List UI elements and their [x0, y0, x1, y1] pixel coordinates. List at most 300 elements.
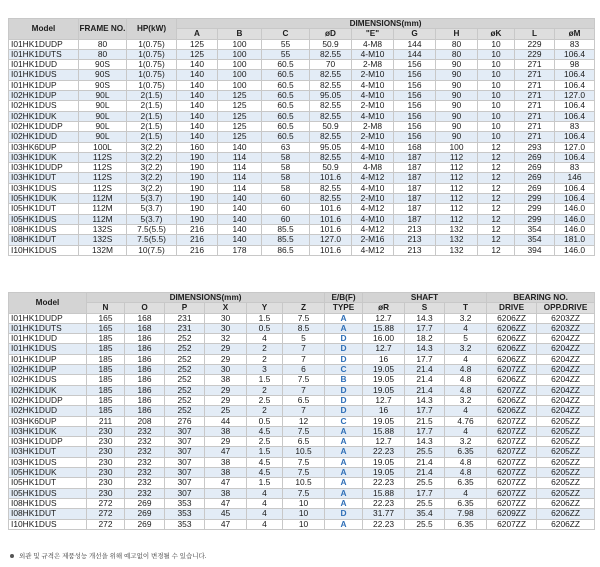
- table-cell: 90: [436, 91, 478, 101]
- table-cell: 252: [165, 354, 205, 364]
- table-cell: 232: [125, 457, 165, 467]
- table-cell: 307: [165, 447, 205, 457]
- table-cell: 95.05: [310, 142, 352, 152]
- table-cell: 4: [445, 323, 487, 333]
- table-cell: 12.7: [363, 313, 405, 323]
- table-cell: 12: [478, 163, 515, 173]
- table-cell: 101.6: [310, 214, 352, 224]
- table-cell: 125: [177, 39, 218, 49]
- table-cell: 6205ZZ: [537, 478, 595, 488]
- table-cell: 6204ZZ: [537, 344, 595, 354]
- table-cell: 19.05: [363, 385, 405, 395]
- header-shaft: SHAFT: [363, 293, 487, 303]
- table-cell: 29: [205, 437, 247, 447]
- table-cell: 252: [165, 375, 205, 385]
- table-cell: A: [325, 323, 363, 333]
- column-header: P: [165, 303, 205, 313]
- table-cell: 6205ZZ: [537, 488, 595, 498]
- table-cell: 10.5: [283, 447, 325, 457]
- table-cell: 2: [247, 344, 283, 354]
- table-row: [9, 173, 595, 183]
- table-cell: 230: [87, 437, 125, 447]
- table-cell: D: [325, 354, 363, 364]
- table-cell: 58: [262, 163, 310, 173]
- column-header: B: [218, 29, 262, 39]
- table-row: [9, 447, 595, 457]
- table-cell: 12: [283, 416, 325, 426]
- table-cell: 186: [125, 334, 165, 344]
- table-cell: 2.5: [247, 437, 283, 447]
- table-cell: 12.7: [363, 344, 405, 354]
- table-cell: 19.05: [363, 457, 405, 467]
- model-cell: I01HK1DUP: [9, 80, 79, 90]
- table-cell: 6.35: [445, 498, 487, 508]
- model-cell: I05HK1DUS: [9, 488, 87, 498]
- table-cell: 4: [445, 488, 487, 498]
- table-cell: 82.55: [310, 132, 352, 142]
- table-cell: 17.7: [405, 354, 445, 364]
- table-cell: 6207ZZ: [487, 498, 537, 508]
- column-header: N: [87, 303, 125, 313]
- table-cell: 5(3.7): [127, 214, 177, 224]
- table-row: [9, 163, 595, 173]
- table-row: [9, 519, 595, 529]
- column-header: T: [445, 303, 487, 313]
- column-header: H: [436, 29, 478, 39]
- table-cell: 100: [218, 39, 262, 49]
- table-cell: 14.3: [405, 344, 445, 354]
- table-cell: 80: [436, 39, 478, 49]
- table-cell: 98: [555, 60, 595, 70]
- table-cell: 307: [165, 468, 205, 478]
- model-cell: I02HK1DUP: [9, 365, 87, 375]
- table-cell: 38: [205, 488, 247, 498]
- table-row: [9, 416, 595, 426]
- table-cell: 112: [436, 214, 478, 224]
- table-cell: 22.23: [363, 478, 405, 488]
- model-cell: I10HK1DUS: [9, 245, 79, 255]
- table-row: [9, 152, 595, 162]
- table-cell: 4.5: [247, 426, 283, 436]
- table-cell: 12: [478, 204, 515, 214]
- table-cell: 144: [394, 49, 436, 59]
- table-cell: 35.4: [405, 509, 445, 519]
- table-cell: 168: [125, 323, 165, 333]
- table-cell: 271: [515, 121, 555, 131]
- table-cell: 1.5: [247, 313, 283, 323]
- table-cell: 252: [165, 385, 205, 395]
- table-cell: 6206ZZ: [487, 395, 537, 405]
- table-cell: 82.55: [310, 70, 352, 80]
- table-cell: 58: [262, 173, 310, 183]
- table-row: [9, 132, 595, 142]
- table-cell: 4: [445, 426, 487, 436]
- model-cell: I03HK6DUP: [9, 416, 87, 426]
- table-cell: 25.5: [405, 519, 445, 529]
- table-cell: 4-M12: [352, 204, 394, 214]
- table-cell: 4-M10: [352, 91, 394, 101]
- table-cell: 106.4: [555, 194, 595, 204]
- model-cell: I03HK1DUDP: [9, 163, 79, 173]
- table-cell: 6: [283, 365, 325, 375]
- model-cell: I03HK1DUDP: [9, 437, 87, 447]
- table-cell: 213: [394, 245, 436, 255]
- table-cell: 2-M10: [352, 132, 394, 142]
- table-cell: 7.5: [283, 426, 325, 436]
- table-cell: 156: [394, 132, 436, 142]
- table-cell: 19.05: [363, 365, 405, 375]
- table-cell: 4-M10: [352, 183, 394, 193]
- table-row: [9, 101, 595, 111]
- table-cell: 132: [436, 235, 478, 245]
- table-cell: 6206ZZ: [487, 323, 537, 333]
- table-cell: 216: [177, 235, 218, 245]
- table-cell: 6206ZZ: [537, 498, 595, 508]
- column-header: øK: [478, 29, 515, 39]
- table-cell: 269: [515, 173, 555, 183]
- table-cell: 16: [363, 406, 405, 416]
- table-cell: 272: [87, 498, 125, 508]
- table-cell: 186: [125, 385, 165, 395]
- table-cell: 185: [87, 344, 125, 354]
- table-cell: D: [325, 509, 363, 519]
- table-cell: 82.55: [310, 49, 352, 59]
- table-cell: 6204ZZ: [537, 385, 595, 395]
- table-cell: 10(7.5): [127, 245, 177, 255]
- table-row: [9, 334, 595, 344]
- table-cell: 17.7: [405, 488, 445, 498]
- table-cell: 22.23: [363, 498, 405, 508]
- table-row: [9, 406, 595, 416]
- column-header: O: [125, 303, 165, 313]
- table-cell: 112S: [79, 173, 127, 183]
- table-cell: 208: [125, 416, 165, 426]
- table-cell: 2(1.5): [127, 101, 177, 111]
- table-cell: 60.5: [262, 121, 310, 131]
- table-cell: 106.4: [555, 152, 595, 162]
- table-cell: 10: [478, 91, 515, 101]
- table-cell: 125: [218, 121, 262, 131]
- table-cell: 6204ZZ: [537, 406, 595, 416]
- table-cell: 16: [363, 354, 405, 364]
- table-cell: 100L: [79, 142, 127, 152]
- table-cell: 6204ZZ: [537, 365, 595, 375]
- table-cell: 19.05: [363, 468, 405, 478]
- table-cell: 6.35: [445, 519, 487, 529]
- table-cell: 4: [445, 354, 487, 364]
- table-row: [9, 80, 595, 90]
- table-cell: 29: [205, 395, 247, 405]
- table-row: [9, 365, 595, 375]
- table-cell: 132: [436, 245, 478, 255]
- table-cell: 4: [247, 334, 283, 344]
- table-cell: 3.2: [445, 395, 487, 405]
- table-cell: 10: [478, 132, 515, 142]
- table-cell: 60: [262, 214, 310, 224]
- table-cell: 307: [165, 488, 205, 498]
- table-cell: 146.0: [555, 245, 595, 255]
- table-cell: 14.3: [405, 437, 445, 447]
- table-cell: A: [325, 457, 363, 467]
- table-cell: 3.2: [445, 437, 487, 447]
- table-row: [9, 224, 595, 234]
- table-cell: 4.76: [445, 416, 487, 426]
- table-cell: 112: [436, 194, 478, 204]
- table-cell: 80: [79, 39, 127, 49]
- table-cell: 231: [165, 323, 205, 333]
- table-cell: 14.3: [405, 313, 445, 323]
- table-cell: 4-M12: [352, 224, 394, 234]
- table-cell: 30: [205, 365, 247, 375]
- table-cell: 90: [436, 70, 478, 80]
- model-cell: I02HK1DUDP: [9, 121, 79, 131]
- table-cell: 6206ZZ: [487, 334, 537, 344]
- table-cell: 86.5: [262, 245, 310, 255]
- table-cell: 190: [177, 194, 218, 204]
- table-cell: 112: [436, 173, 478, 183]
- table-cell: 100: [218, 60, 262, 70]
- table-cell: 1(0.75): [127, 60, 177, 70]
- table-cell: 127.0: [555, 142, 595, 152]
- table-cell: 7.5: [283, 468, 325, 478]
- table-cell: 140: [218, 235, 262, 245]
- table-cell: 271: [515, 70, 555, 80]
- table-cell: 6204ZZ: [537, 354, 595, 364]
- table-cell: 100: [218, 49, 262, 59]
- footnote: [10, 553, 207, 561]
- table-cell: 2(1.5): [127, 132, 177, 142]
- table-cell: 106.4: [555, 101, 595, 111]
- model-cell: I01HK1DUTS: [9, 323, 87, 333]
- table-cell: 140: [218, 142, 262, 152]
- table-cell: 1(0.75): [127, 70, 177, 80]
- table-cell: 83: [555, 39, 595, 49]
- table-cell: 140: [177, 60, 218, 70]
- header-model: Model: [9, 19, 79, 40]
- table-row: [9, 235, 595, 245]
- table-cell: 6205ZZ: [537, 447, 595, 457]
- table-cell: 7.5: [283, 375, 325, 385]
- table-cell: 7.98: [445, 509, 487, 519]
- table-row: [9, 121, 595, 131]
- table-cell: 112M: [79, 194, 127, 204]
- bullet-icon: [10, 554, 14, 558]
- table-row: [9, 478, 595, 488]
- table-row: [9, 385, 595, 395]
- table-cell: 1(0.75): [127, 49, 177, 59]
- table-cell: 185: [87, 334, 125, 344]
- table-cell: 229: [515, 49, 555, 59]
- table-row: [9, 245, 595, 255]
- table-cell: 187: [394, 204, 436, 214]
- table-cell: 307: [165, 457, 205, 467]
- table-cell: 25.5: [405, 478, 445, 488]
- table-cell: 4-M10: [352, 142, 394, 152]
- table-cell: 140: [177, 132, 218, 142]
- table-cell: 232: [125, 437, 165, 447]
- table-cell: 112M: [79, 204, 127, 214]
- table-cell: A: [325, 478, 363, 488]
- table-cell: 271: [515, 132, 555, 142]
- table-cell: 6207ZZ: [487, 519, 537, 529]
- table-cell: 187: [394, 194, 436, 204]
- table-cell: 90: [436, 101, 478, 111]
- table-cell: 271: [515, 101, 555, 111]
- table-cell: 45: [205, 509, 247, 519]
- table-cell: 232: [125, 488, 165, 498]
- table-cell: 85.5: [262, 224, 310, 234]
- table-cell: 140: [177, 80, 218, 90]
- table-cell: 60.5: [262, 91, 310, 101]
- table-cell: 269: [125, 509, 165, 519]
- table-cell: 5: [445, 334, 487, 344]
- table-cell: 269: [125, 519, 165, 529]
- model-cell: I08HK1DUS: [9, 224, 79, 234]
- table-cell: A: [325, 498, 363, 508]
- table-cell: 231: [165, 313, 205, 323]
- model-cell: I03HK1DUS: [9, 457, 87, 467]
- table-row: [9, 395, 595, 405]
- table-cell: 101.6: [310, 224, 352, 234]
- table-cell: 30: [205, 313, 247, 323]
- table-cell: 100: [218, 70, 262, 80]
- table-cell: 3(2.2): [127, 163, 177, 173]
- table-cell: A: [325, 468, 363, 478]
- table-cell: 7.5: [283, 457, 325, 467]
- table-cell: 216: [177, 245, 218, 255]
- model-cell: I03HK1DUK: [9, 426, 87, 436]
- table-cell: 6205ZZ: [537, 426, 595, 436]
- table-row: [9, 49, 595, 59]
- table-cell: 299: [515, 194, 555, 204]
- table-cell: 156: [394, 70, 436, 80]
- table-cell: 15.88: [363, 426, 405, 436]
- table-cell: 190: [177, 204, 218, 214]
- model-cell: I05HK1DUS: [9, 214, 79, 224]
- table-cell: A: [325, 426, 363, 436]
- table-cell: 10: [478, 70, 515, 80]
- table-cell: 2-M8: [352, 121, 394, 131]
- table-cell: 21.4: [405, 385, 445, 395]
- table-cell: 106.4: [555, 132, 595, 142]
- table-cell: 216: [177, 224, 218, 234]
- table-cell: 55: [262, 39, 310, 49]
- table-cell: 17.7: [405, 323, 445, 333]
- header-dimensions-2: DIMENSIONS(mm): [87, 293, 325, 303]
- table-cell: 16.00: [363, 334, 405, 344]
- table-cell: 4-M8: [352, 163, 394, 173]
- table-cell: 6206ZZ: [487, 344, 537, 354]
- table-cell: 1.5: [247, 375, 283, 385]
- table-cell: A: [325, 437, 363, 447]
- table-cell: 95.05: [310, 91, 352, 101]
- table-cell: 6207ZZ: [487, 478, 537, 488]
- table-cell: 112: [436, 163, 478, 173]
- model-cell: I02HK1DUD: [9, 132, 79, 142]
- model-cell: I05HK1DUT: [9, 478, 87, 488]
- dimensions-table-2: [8, 292, 595, 530]
- table-cell: 230: [87, 478, 125, 488]
- column-header: TYPE: [325, 303, 363, 313]
- table-cell: 2(1.5): [127, 121, 177, 131]
- table-cell: 12: [478, 173, 515, 183]
- model-cell: I01HK1DUDP: [9, 313, 87, 323]
- table-cell: 211: [87, 416, 125, 426]
- table-cell: 4-M10: [352, 214, 394, 224]
- table-cell: 17.7: [405, 426, 445, 436]
- table-cell: 190: [177, 214, 218, 224]
- table-cell: 2-M10: [352, 101, 394, 111]
- table-cell: 60.5: [262, 70, 310, 80]
- table-cell: 4-M12: [352, 173, 394, 183]
- model-cell: I02HK1DUDP: [9, 395, 87, 405]
- table-cell: 276: [165, 416, 205, 426]
- table-cell: 269: [515, 163, 555, 173]
- table-cell: 0.5: [247, 416, 283, 426]
- table-cell: 156: [394, 101, 436, 111]
- table-cell: 25.5: [405, 447, 445, 457]
- table-cell: 271: [515, 111, 555, 121]
- table-cell: 100: [218, 80, 262, 90]
- table-cell: 6207ZZ: [487, 457, 537, 467]
- table-cell: 4.8: [445, 468, 487, 478]
- table-cell: 38: [205, 375, 247, 385]
- table-cell: 178: [218, 245, 262, 255]
- table-cell: 213: [394, 235, 436, 245]
- table-cell: 185: [87, 395, 125, 405]
- table-cell: 230: [87, 488, 125, 498]
- model-cell: I08HK1DUS: [9, 498, 87, 508]
- table-cell: 6207ZZ: [487, 426, 537, 436]
- table-cell: 58: [262, 152, 310, 162]
- table-row: [9, 194, 595, 204]
- table-cell: 90: [436, 111, 478, 121]
- column-header: "E": [352, 29, 394, 39]
- table-cell: D: [325, 334, 363, 344]
- table-cell: 190: [177, 163, 218, 173]
- table-cell: 70: [310, 60, 352, 70]
- table-cell: 6207ZZ: [487, 468, 537, 478]
- table-cell: 213: [394, 224, 436, 234]
- model-cell: I02HK1DUS: [9, 101, 79, 111]
- table-cell: 63: [262, 142, 310, 152]
- model-cell: I05HK1DUK: [9, 194, 79, 204]
- header-dimensions: DIMENSIONS(mm): [177, 19, 595, 29]
- model-cell: I01HK1DUD: [9, 60, 79, 70]
- table-cell: 12: [478, 214, 515, 224]
- table-cell: 4-M10: [352, 111, 394, 121]
- table-cell: 140: [177, 111, 218, 121]
- table-cell: 185: [87, 406, 125, 416]
- table-cell: 140: [218, 224, 262, 234]
- table-cell: 3(2.2): [127, 183, 177, 193]
- table-cell: 165: [87, 323, 125, 333]
- table-cell: 187: [394, 152, 436, 162]
- table-cell: 31.77: [363, 509, 405, 519]
- table-cell: 21.4: [405, 375, 445, 385]
- table-cell: 60: [262, 204, 310, 214]
- table-cell: 106.4: [555, 111, 595, 121]
- model-cell: I02HK1DUS: [9, 375, 87, 385]
- table-cell: 114: [218, 152, 262, 162]
- table-cell: 3(2.2): [127, 142, 177, 152]
- table-cell: 187: [394, 173, 436, 183]
- table-cell: 90L: [79, 111, 127, 121]
- table-cell: 185: [87, 354, 125, 364]
- table-cell: 2: [247, 385, 283, 395]
- table-cell: 144: [394, 39, 436, 49]
- table-cell: 252: [165, 395, 205, 405]
